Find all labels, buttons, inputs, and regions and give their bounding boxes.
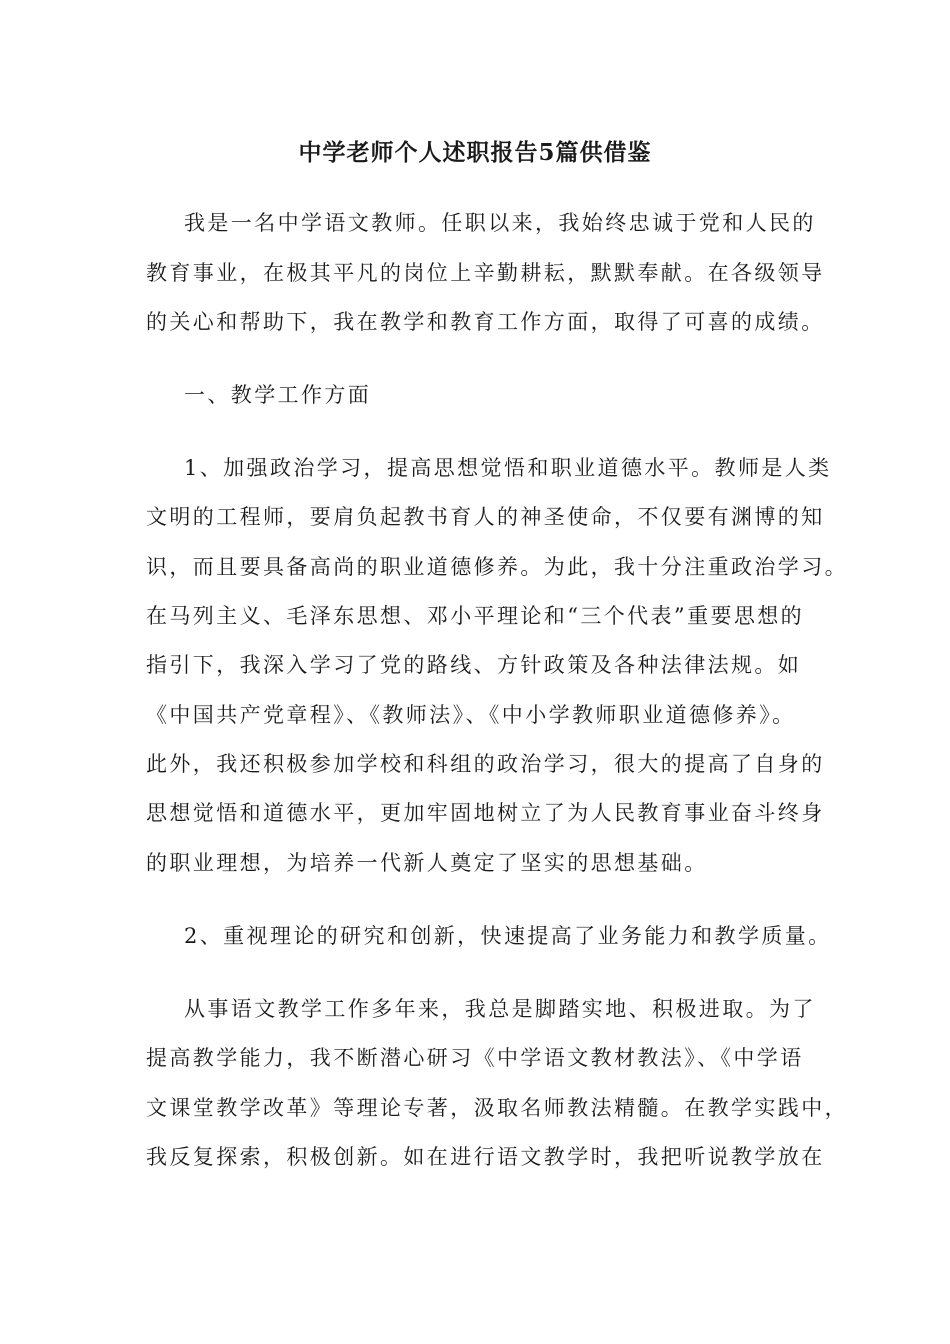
paragraph-line: 此外，我还积极参加学校和科组的政治学习，很大的提高了自身的 [146,752,825,776]
paragraph-line: 指引下，我深入学习了党的路线、方针政策及各种法律法规。如 [146,653,802,677]
paragraph-line: 1、加强政治学习，提高思想觉悟和职业道德水平。教师是人类 [184,456,832,480]
paragraph-line: 《中国共产党章程》、《教师法》、《中小学教师职业道德修养》。 [146,703,796,727]
paragraph-line: 识，而且要具备高尚的职业道德修养。为此，我十分注重政治学习。 [146,555,848,579]
paragraph-line: 提高教学能力，我不断潜心研习《中学语文教材教法》、《中学语 [146,1046,804,1070]
section-heading: 一、教学工作方面 [184,383,372,407]
paragraph-line: 思想觉悟和道德水平，更加牢固地树立了为人民教育事业奋斗终身 [146,801,825,825]
paragraph-line: 的职业理想，为培养一代新人奠定了坚实的思想基础。 [146,851,708,875]
paragraph-line: 2、重视理论的研究和创新，快速提高了业务能力和教学质量。 [184,924,832,948]
paragraph-line: 在马列主义、毛泽东思想、邓小平理论和“三个代表”重要思想的 [146,604,805,628]
paragraph-line: 我是一名中学语文教师。任职以来，我始终忠诚于党和人民的 [184,211,816,235]
document-title: 中学老师个人述职报告5篇供借鉴 [298,139,652,166]
paragraph-line: 文课堂教学改革》等理论专著，汲取名师教法精髓。在教学实践中， [146,1096,848,1120]
paragraph-line: 教育事业，在极其平凡的岗位上辛勤耕耘，默默奉献。在各级领导 [146,261,825,285]
paragraph-line: 的关心和帮助下，我在教学和教育工作方面，取得了可喜的成绩。 [146,310,825,334]
paragraph-line: 从事语文教学工作多年来，我总是脚踏实地、积极进取。为了 [184,997,816,1021]
paragraph-line: 文明的工程师，要肩负起教书育人的神圣使命，不仅要有渊博的知 [146,505,825,529]
paragraph-line: 我反复探索，积极创新。如在进行语文教学时，我把听说教学放在 [146,1145,825,1169]
